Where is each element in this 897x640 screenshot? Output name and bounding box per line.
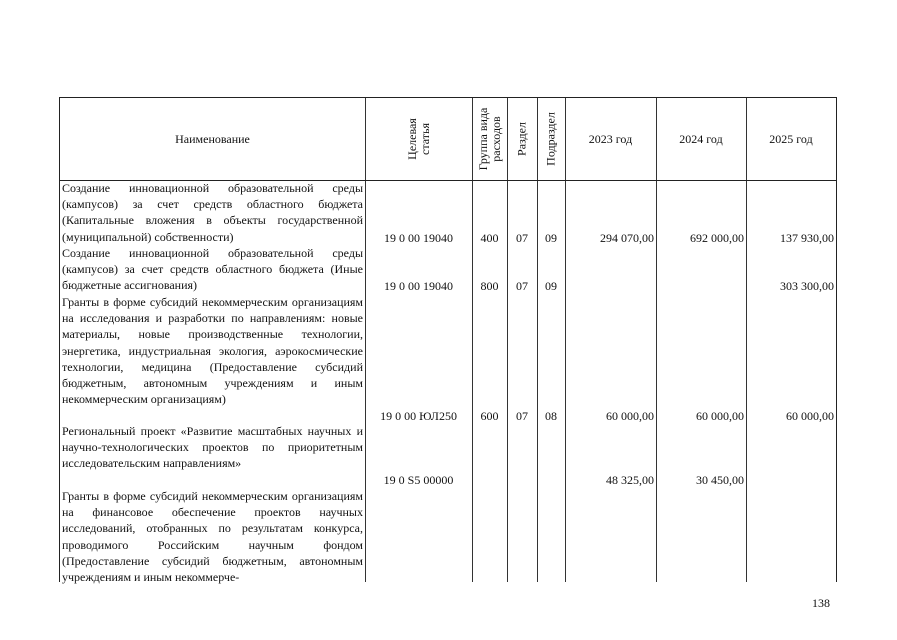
row-amount-2025: 303 300,00	[780, 279, 834, 293]
row-subsection: 09	[545, 231, 557, 245]
header-expense-group	[472, 98, 507, 180]
row-target-article: 19 0 00 19040	[384, 279, 453, 293]
row-subsection: 09	[545, 279, 557, 293]
row-subsection: 08	[545, 409, 557, 423]
row-expense-group: 400	[480, 231, 499, 245]
header-section-text: Раздел	[514, 122, 529, 156]
budget-table	[59, 97, 837, 585]
header-subsection-text: Подраздел	[543, 112, 558, 166]
header-2024: 2024 год	[679, 131, 723, 146]
row-name: Создание инновационной образовательной среды (кампусов) за счет средств областного бюджета (Иные бюджетные ассигнования)	[62, 246, 363, 293]
row-amount-2024: 60 000,00	[696, 409, 744, 423]
row-target-article: 19 0 00 19040	[384, 231, 453, 245]
row-expense-group: 600	[480, 409, 499, 423]
header-target-article-text: Целевая статья	[404, 118, 432, 160]
row-name: Гранты в форме субсидий некоммерческим организациям на финансовое обеспечение проектов научных исследований, отобранных по результатам конкурса, проводимого Российским научным фондом (Предоставление субсидий бюджетным, автономным учреждениям и иным некоммерче-	[62, 489, 363, 585]
header-section	[507, 98, 537, 180]
header-name: Наименование	[175, 131, 250, 146]
row-target-article: 19 0 S5 00000	[383, 473, 454, 487]
row-target-article: 19 0 00 ЮЛ250	[380, 409, 457, 423]
header-expense-group-text: Группа вида расходов	[475, 107, 503, 171]
header-2025: 2025 год	[769, 131, 813, 146]
header-subsection	[537, 98, 565, 180]
row-amount-2025: 137 930,00	[780, 231, 834, 245]
row-section: 07	[516, 409, 528, 423]
row-amount-2023: 294 070,00	[600, 231, 654, 245]
row-name: Гранты в форме субсидий некоммерческим организациям на исследования и разработки по направлениям: новые материалы, новые производственные технологии, энергетика, индустриальная экология, аэрокосмические технологии, медицина (Предоставление субсидий бюджетным, автономным учреждениям и иным некоммерческим организациям)	[62, 295, 363, 407]
row-name: Региональный проект «Развитие масштабных научных и научно-технологических проектов по приоритетным исследовательским направлениям»	[62, 424, 363, 471]
row-amount-2025: 60 000,00	[786, 409, 834, 423]
header-2023: 2023 год	[588, 131, 633, 146]
row-expense-group: 800	[480, 279, 499, 293]
page-number: 138	[812, 596, 830, 610]
row-amount-2023: 60 000,00	[606, 409, 654, 423]
row-amount-2024: 692 000,00	[690, 231, 744, 245]
header-target-article	[365, 98, 472, 180]
row-name: Создание инновационной образовательной среды (кампусов) за счет средств областного бюджета (Капитальные вложения в объекты государственной (муниципальной) собственности)	[62, 181, 363, 244]
row-section: 07	[516, 231, 528, 245]
row-section: 07	[516, 279, 528, 293]
row-amount-2023: 48 325,00	[606, 473, 654, 487]
row-amount-2024: 30 450,00	[696, 473, 744, 487]
